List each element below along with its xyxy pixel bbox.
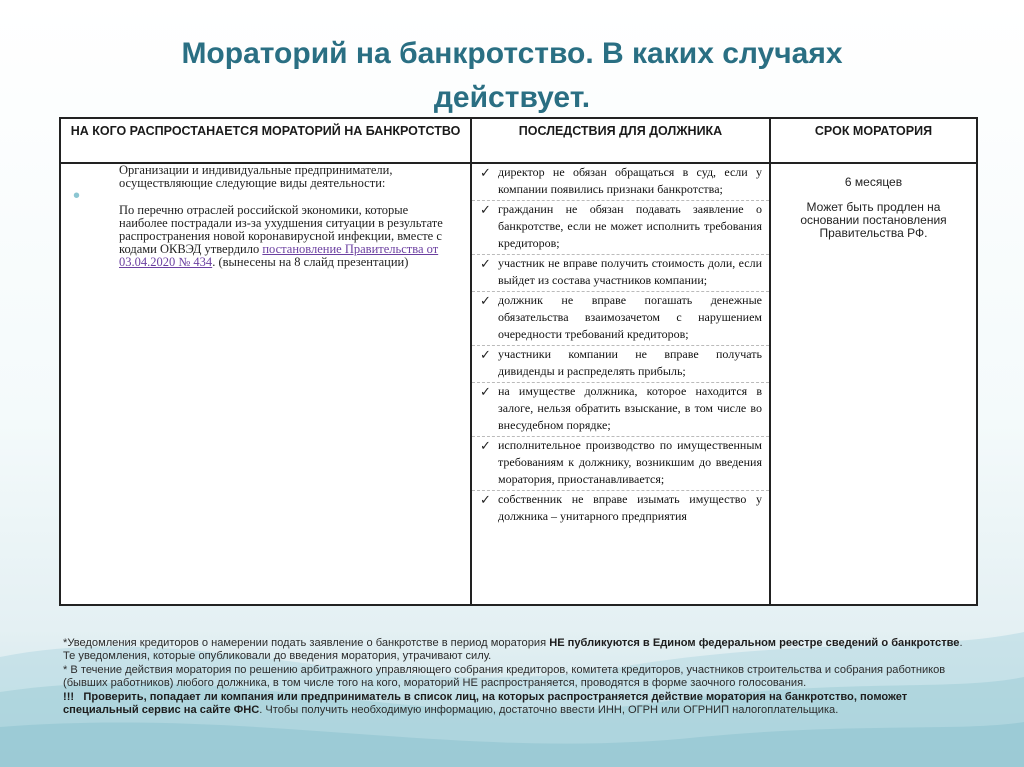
- footnote-1-bold: НЕ публикуются в Едином федеральном реестре сведений о банкротстве: [549, 637, 960, 649]
- footnote-3: !!! Проверить, попадает ли компания или предприниматель в список лиц, на которых распространяется действие моратория на банкротство, поможет специальный сервис на сайте ФНС. Чтобы получить необходимую информацию, достаточно ввести ИНН, ОГРН или ОГРНИП налогоплательщика.: [63, 690, 908, 717]
- bullet-dot: •: [73, 185, 81, 207]
- header-term: СРОК МОРАТОРИЯ: [770, 118, 977, 163]
- list-item: ✓ участники компании не вправе получать дивиденды и распределять прибыль;: [472, 346, 769, 383]
- header-consequences: ПОСЛЕДСТВИЯ ДЛЯ ДОЛЖНИКА: [471, 118, 770, 163]
- list-item: ✓ исполнительное производство по имущественным требованиям к должнику, возникшим до введения моратория, приостанавливается;: [472, 437, 769, 491]
- checkmark-icon: ✓: [480, 347, 491, 362]
- scope-intro: Организации и индивидуальные предприниматели, осуществляющие следующие виды деятельности:: [119, 163, 393, 190]
- header-scope: НА КОГО РАСПРОСТАНАЕТСЯ МОРАТОРИЙ НА БАНКРОТСТВО: [60, 118, 471, 163]
- checkmark-icon: ✓: [480, 438, 491, 453]
- list-item: ✓ участник не вправе получить стоимость доли, если выйдет из состава участников компании;: [472, 255, 769, 292]
- scope-text-after-link: . (вынесены на 8 слайд презентации): [212, 255, 409, 269]
- checkmark-icon: ✓: [480, 165, 491, 180]
- moratorium-table: [59, 117, 978, 606]
- table-header-row: [60, 118, 977, 163]
- slide-title: [60, 32, 964, 120]
- table-body-row: [60, 163, 977, 605]
- list-item: ✓ гражданин не обязан подавать заявление о банкротстве, если не может исполнить требования кредиторов;: [472, 201, 769, 255]
- cell-term: [770, 163, 977, 605]
- slide-title-line1: Мораторий на банкротство. В каких случаях: [181, 37, 843, 70]
- cell-consequences: [471, 163, 770, 605]
- checkmark-icon: ✓: [480, 256, 491, 271]
- checkmark-icon: ✓: [480, 384, 491, 399]
- checkmark-icon: ✓: [480, 492, 491, 507]
- exclamation-marks: !!!: [63, 690, 75, 703]
- list-item: ✓ директор не обязан обращаться в суд, если у компании появились признаки банкротства;: [472, 164, 769, 201]
- slide-title-line2: действует.: [433, 81, 591, 114]
- list-item: ✓ на имуществе должника, которое находится в залоге, нельзя обратить взыскание, в том числе во внесудебном порядке;: [472, 383, 769, 437]
- footnote-2: * В течение действия моратория по решению арбитражного управляющего собрания кредиторов, комитета кредиторов, участников строительства и собрания работников (бывших работников) любого должника, в том числе того на кого, мораторий НЕ распространяется, проводятся в форме заочного голосования.: [63, 663, 946, 690]
- scope-text: По перечню отраслей российской экономики, которые наиболее пострадали из-за ухудшения ситуации в результате распространения новой коронавирусной инфекции, вместе с кодами ОКВЭД утвердило: [119, 203, 443, 256]
- list-item: ✓ собственник не вправе изымать имущество у должника – унитарного предприятия: [480, 492, 762, 523]
- list-item: ✓ должник не вправе погашать денежные обязательства взаимозачетом с нарушением очередности требований кредиторов;: [472, 292, 769, 346]
- scope-paragraph: [119, 204, 458, 269]
- term-note: Может быть продлен на основании постановления Правительства РФ.: [800, 200, 947, 240]
- footnotes: [63, 637, 967, 717]
- cell-scope: [60, 163, 471, 605]
- resolution-434-link[interactable]: постановление Правительства от 03.04.2020 № 434: [119, 242, 439, 269]
- term-value: 6 месяцев: [844, 175, 903, 189]
- checkmark-icon: ✓: [480, 202, 491, 217]
- consequences-list: [472, 164, 769, 527]
- checkmark-icon: ✓: [480, 293, 491, 308]
- footnote-1: *Уведомления кредиторов о намерении подать заявление о банкротстве в период моратория НЕ публикуются в Едином федеральном реестре сведений о банкротстве. Те уведомления, которые опубликовали до введения моратория, утрачивают силу.: [63, 637, 963, 663]
- footnote-3-bold: Проверить, попадает ли компания или предприниматель в список лиц, на которых распространяется действие моратория на банкротство, поможет специальный сервис на сайте ФНС: [63, 690, 908, 717]
